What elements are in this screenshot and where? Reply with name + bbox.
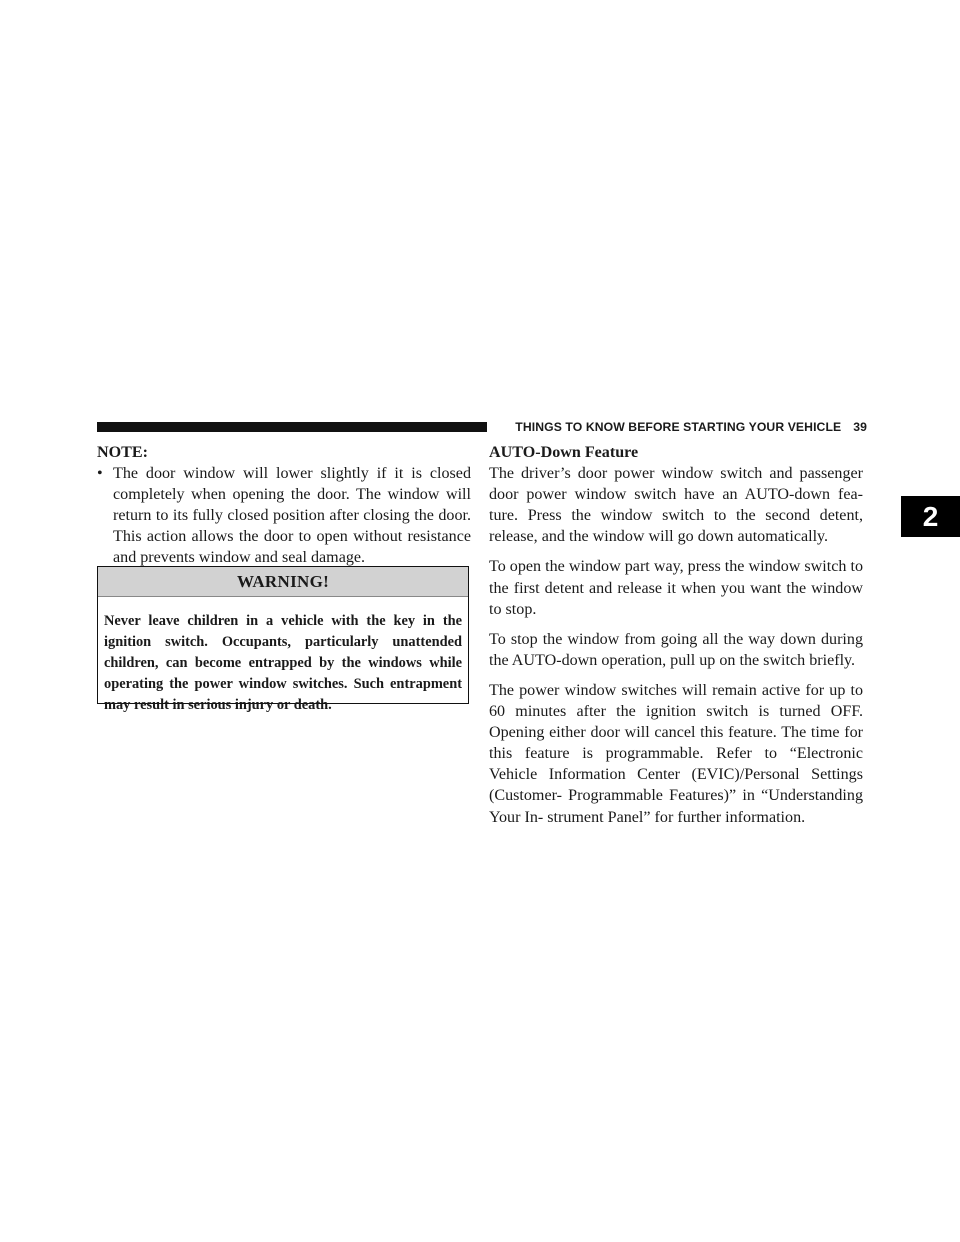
paragraph: To open the window part way, press the window switch to the first detent and release it when you want the window to stop. — [489, 558, 863, 618]
left-column — [97, 442, 471, 569]
note-bullet — [97, 463, 471, 568]
paragraph: The driver’s door power window switch and passenger door power window switch have an AUTO-down fea- ture. Press the window switch to the second detent, release, and the window will go down automatically. — [489, 465, 863, 546]
warning-box — [97, 566, 469, 714]
paragraph: The power window switches will remain active for up to 60 minutes after the ignition switch is turned OFF. Opening either door will cancel this feature. The time for this feature is programmable. Refer to “Electronic Vehicle Information Center (EVIC)/Personal Settings (Customer- Programmable Features)” in “Understanding Your In- strument Panel” for further information. — [489, 681, 863, 826]
right-column — [489, 442, 863, 837]
page-header — [97, 419, 867, 435]
paragraph: To stop the window from going all the way down during the AUTO-down operation, pull up on the switch briefly. — [489, 630, 863, 669]
bullet-icon: • — [97, 465, 103, 483]
header-text — [515, 419, 867, 435]
note-label: NOTE: — [97, 444, 148, 461]
header-rule — [97, 422, 487, 432]
section-title: AUTO-Down Feature — [489, 444, 639, 461]
warning-text: Never leave children in a vehicle with the key in the ignition switch. Occupants, particularly unattended children, can become entrapped by the windows while operating the power window switches. Such entrapment may result in serious injury or death. — [104, 613, 462, 714]
warning-heading: WARNING! — [98, 567, 468, 597]
header-title: THINGS TO KNOW BEFORE STARTING YOUR VEHICLE — [515, 420, 842, 434]
chapter-tab: 2 — [901, 496, 960, 537]
page-number: 39 — [853, 420, 867, 434]
bullet-text: The door window will lower slightly if it is closed completely when opening the door. The window will return to its fully closed position after closing the door. This action allows the door to open without resistance and prevents window and seal damage. — [113, 465, 471, 567]
